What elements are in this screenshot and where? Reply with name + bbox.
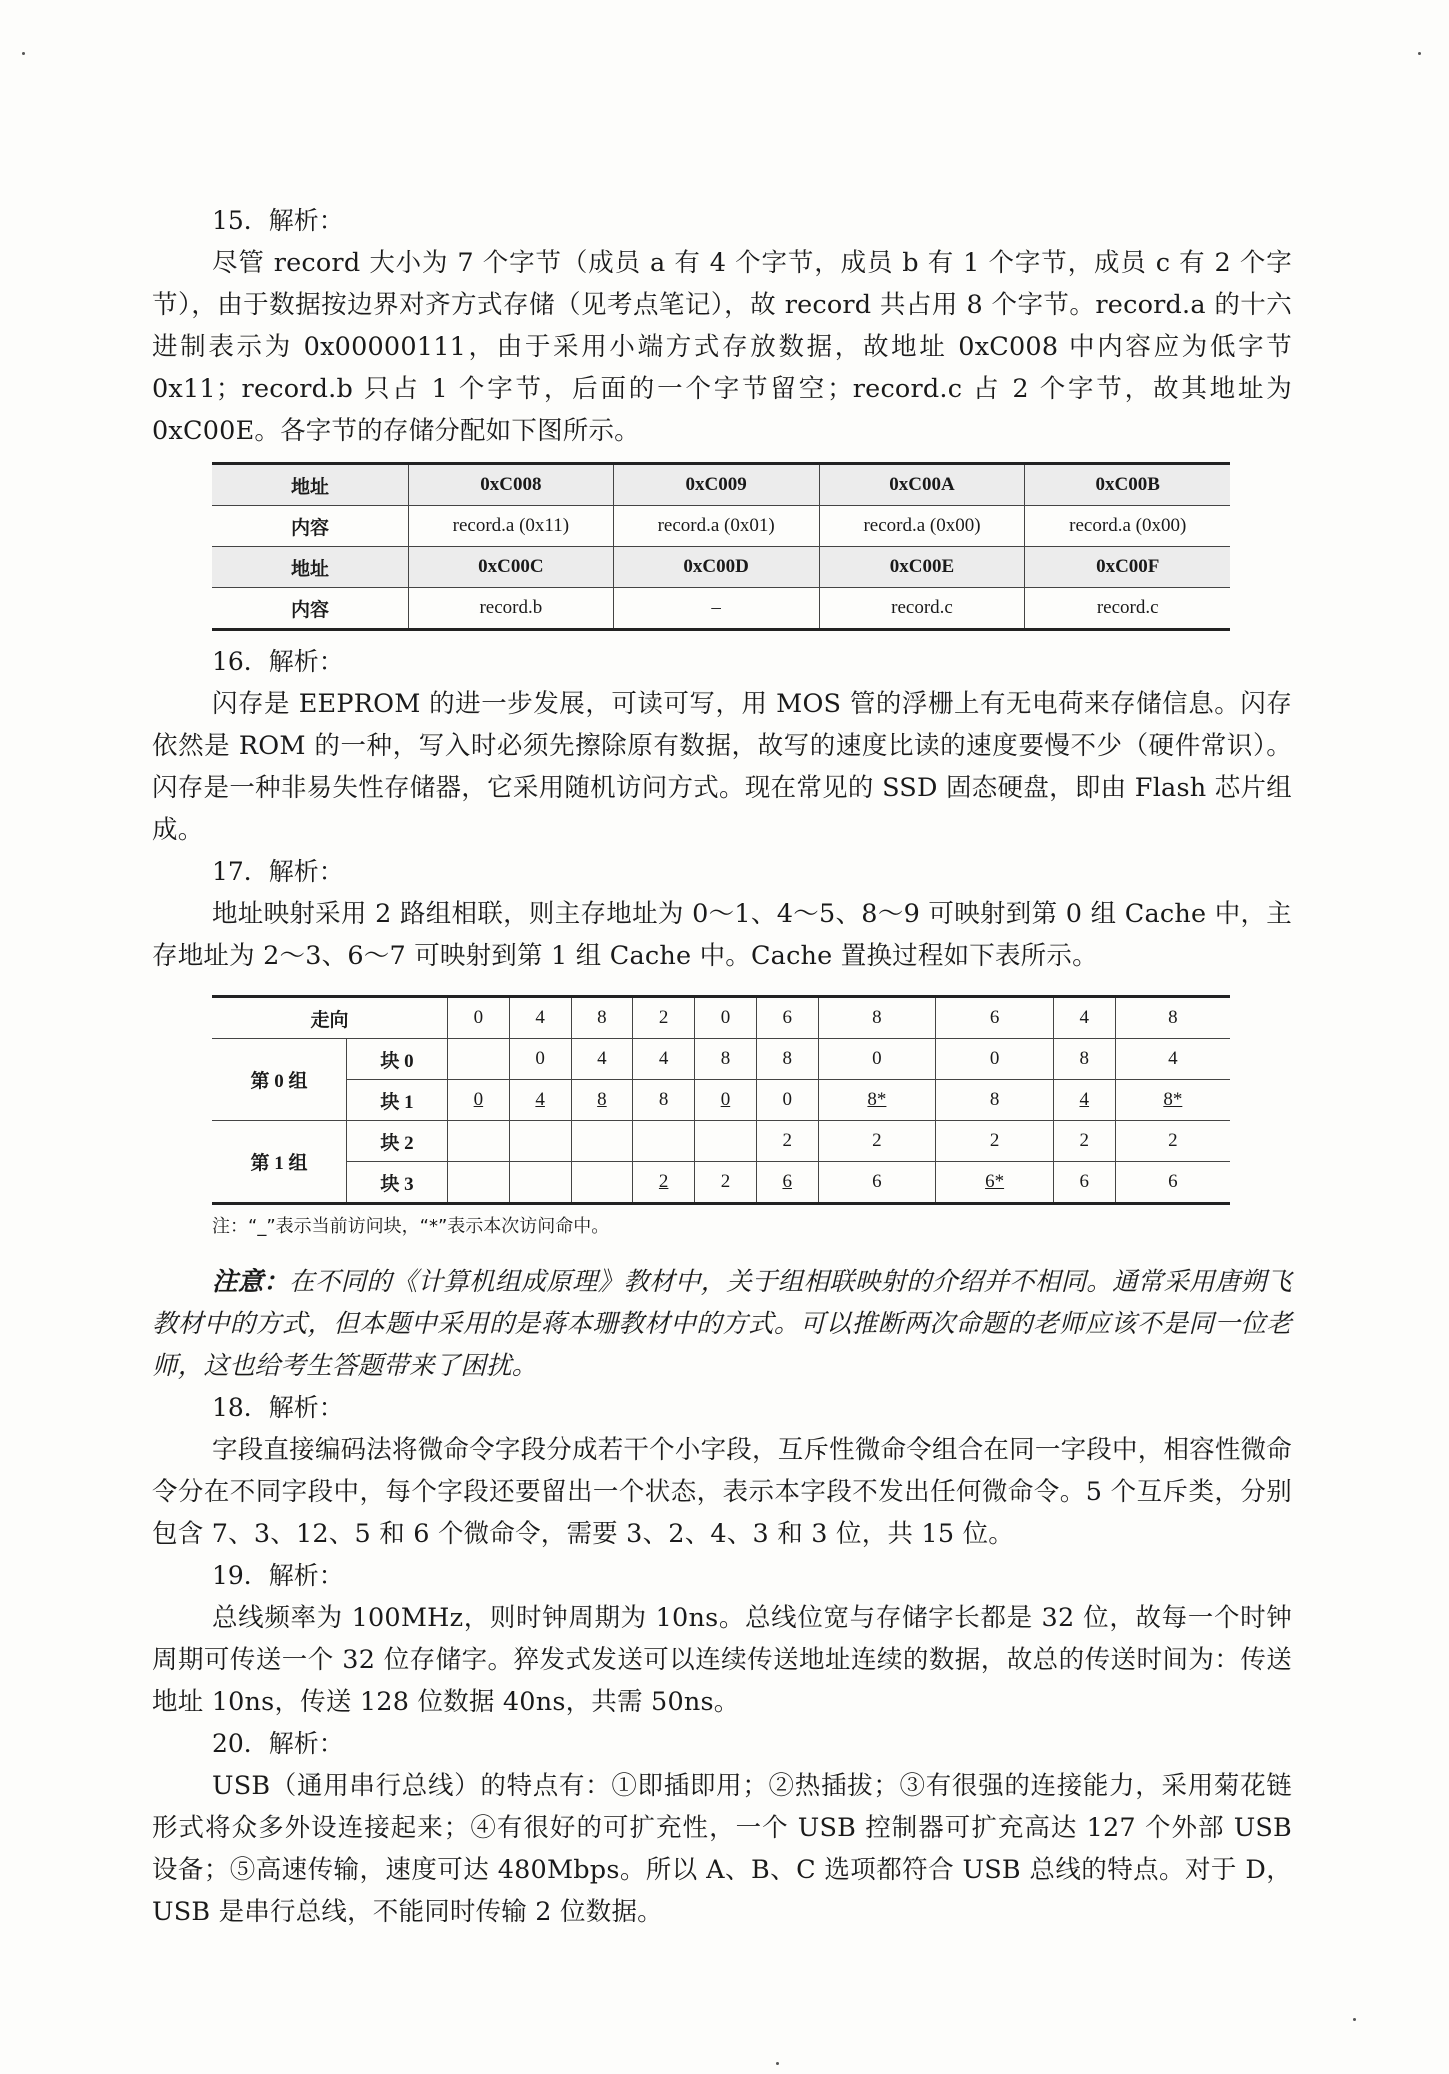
table-cell: 内容 bbox=[212, 588, 409, 630]
table-row bbox=[212, 506, 1230, 547]
note-paragraph bbox=[152, 1261, 1292, 1387]
table-cell: 8 bbox=[1053, 1039, 1115, 1080]
table-cell: 4 bbox=[571, 1039, 633, 1080]
q17-heading: 17．解析： bbox=[212, 857, 344, 886]
note-text: 在不同的《计算机组成原理》教材中，关于组相联映射的介绍并不相同。通常采用唐朔飞教材中的方式，但本题中采用的是蒋本珊教材中的方式。可以推断两次命题的老师应该不是同一位老师，这也给考生答题带来了困扰。 bbox=[152, 1267, 1292, 1381]
q20-heading: 20．解析： bbox=[212, 1729, 344, 1758]
table-cell: record.a (0x11) bbox=[409, 506, 614, 547]
sequence-cell: 8 bbox=[818, 997, 936, 1039]
group-label: 第 0 组 bbox=[212, 1039, 347, 1121]
table-row bbox=[212, 1080, 1230, 1121]
table-cell: 8 bbox=[633, 1080, 695, 1121]
table-cell: 0 bbox=[695, 1080, 757, 1121]
table-cell: 8* bbox=[818, 1080, 936, 1121]
table-cell: – bbox=[613, 588, 819, 630]
table-cell: 0 bbox=[818, 1039, 936, 1080]
table-cell: 0xC00C bbox=[409, 547, 614, 588]
table-footnote: 注：“_”表示当前访问块，“*”表示本次访问命中。 bbox=[212, 1216, 610, 1237]
table-cell: 0xC00B bbox=[1025, 464, 1230, 506]
table-cell: record.b bbox=[409, 588, 614, 630]
table-cell: 6 bbox=[1115, 1162, 1230, 1204]
table-cell: 8 bbox=[571, 1080, 633, 1121]
table-row bbox=[212, 1162, 1230, 1204]
scan-speck bbox=[22, 52, 25, 55]
table-cell bbox=[509, 1162, 571, 1204]
q15-heading: 15．解析： bbox=[212, 206, 344, 235]
q15-text: 尽管 record 大小为 7 个字节（成员 a 有 4 个字节，成员 b 有 1 个字节，成员 c 有 2 个字节），由于数据按边界对齐方式存储（见考点笔记），故 record 共占用 8 个字节。record.a 的十六进制表示为 0x00000111，由于采用小端方式存放数据，故地址 0xC008 中内容应为低字节 0x11；record.b 只占 1 个字节，后面的一个字节留空；record.c 占 2 个字节，故其地址为 0xC00E。各字节的存储分配如下图所示。 bbox=[152, 248, 1292, 446]
note-lead: 注意： bbox=[212, 1267, 290, 1297]
table-cell: 0xC00E bbox=[819, 547, 1025, 588]
table-cell: 2 bbox=[633, 1162, 695, 1204]
q19-text: 总线频率为 100MHz，则时钟周期为 10ns。总线位宽与存储字长都是 32 位，故每一个时钟周期可传送一个 32 位存储字。猝发式发送可以连续传送地址连续的数据，故总的传送时间为：传送地址 10ns，传送 128 位数据 40ns，共需 50ns。 bbox=[152, 1603, 1292, 1717]
sequence-cell: 4 bbox=[1053, 997, 1115, 1039]
scan-speck bbox=[1418, 52, 1421, 55]
table-row bbox=[212, 464, 1230, 506]
table-row bbox=[212, 547, 1230, 588]
scan-speck bbox=[776, 2062, 779, 2065]
table-cell bbox=[448, 1121, 510, 1162]
table-cell bbox=[571, 1162, 633, 1204]
table-cell: 0xC00F bbox=[1025, 547, 1230, 588]
q17-text: 地址映射采用 2 路组相联，则主存地址为 0～1、4～5、8～9 可映射到第 0 组 Cache 中，主存地址为 2～3、6～7 可映射到第 1 组 Cache 中。Cache 置换过程如下表所示。 bbox=[152, 899, 1292, 971]
sequence-cell: 2 bbox=[633, 997, 695, 1039]
q16-heading: 16．解析： bbox=[212, 647, 344, 676]
block-label: 块 1 bbox=[347, 1080, 448, 1121]
table-cell: 6 bbox=[818, 1162, 936, 1204]
table-cell: 2 bbox=[1115, 1121, 1230, 1162]
table-cell: 0xC00D bbox=[613, 547, 819, 588]
table-cell bbox=[448, 1039, 510, 1080]
table-cell: 8 bbox=[756, 1039, 818, 1080]
table-cell: 6 bbox=[1053, 1162, 1115, 1204]
table-cell: 0 bbox=[448, 1080, 510, 1121]
table-cell: 4 bbox=[509, 1080, 571, 1121]
table-cell: 0xC009 bbox=[613, 464, 819, 506]
table-cell: record.a (0x00) bbox=[1025, 506, 1230, 547]
table-row bbox=[212, 1121, 1230, 1162]
table-cell: 4 bbox=[1115, 1039, 1230, 1080]
table-cell: 8 bbox=[695, 1039, 757, 1080]
memory-layout-table bbox=[212, 462, 1230, 631]
sequence-cell: 6 bbox=[756, 997, 818, 1039]
table-cell: record.a (0x01) bbox=[613, 506, 819, 547]
table-cell: 地址 bbox=[212, 464, 409, 506]
table-cell: 6* bbox=[936, 1162, 1054, 1204]
table-cell: 0xC008 bbox=[409, 464, 614, 506]
table-cell: 4 bbox=[1053, 1080, 1115, 1121]
sequence-cell: 0 bbox=[448, 997, 510, 1039]
sequence-cell: 8 bbox=[571, 997, 633, 1039]
q20-text: USB（通用串行总线）的特点有：①即插即用；②热插拔；③有很强的连接能力，采用菊花链形式将众多外设连接起来；④有很好的可扩充性，一个 USB 控制器可扩充高达 127 个外部 USB 设备；⑤高速传输，速度可达 480Mbps。所以 A、B、C 选项都符合 USB 总线的特点。对于 D，USB 是串行总线，不能同时传输 2 位数据。 bbox=[152, 1771, 1292, 1927]
block-label: 块 0 bbox=[347, 1039, 448, 1080]
q18-text: 字段直接编码法将微命令字段分成若干个小字段，互斥性微命令组合在同一字段中，相容性微命令分在不同字段中，每个字段还要留出一个状态，表示本字段不发出任何微命令。5 个互斥类，分别包含 7、3、12、5 和 6 个微命令，需要 3、2、4、3 和 3 位，共 15 位。 bbox=[152, 1435, 1292, 1549]
table-cell: 2 bbox=[695, 1162, 757, 1204]
cache-replacement-table bbox=[212, 995, 1230, 1205]
table-cell: 地址 bbox=[212, 547, 409, 588]
table-cell bbox=[633, 1121, 695, 1162]
table-row bbox=[212, 588, 1230, 630]
table-cell bbox=[571, 1121, 633, 1162]
q16-text: 闪存是 EEPROM 的进一步发展，可读可写，用 MOS 管的浮栅上有无电荷来存储信息。闪存依然是 ROM 的一种，写入时必须先擦除原有数据，故写的速度比读的速度要慢不少（硬件常识）。闪存是一种非易失性存储器，它采用随机访问方式。现在常见的 SSD 固态硬盘，即由 Flash 芯片组成。 bbox=[152, 689, 1292, 845]
scan-speck bbox=[1353, 2018, 1356, 2021]
table-cell: 0 bbox=[756, 1080, 818, 1121]
table-cell: 8 bbox=[936, 1080, 1054, 1121]
table-cell: 0 bbox=[509, 1039, 571, 1080]
q18-heading: 18．解析： bbox=[212, 1393, 344, 1422]
table-cell: record.a (0x00) bbox=[819, 506, 1025, 547]
table-cell: 0 bbox=[936, 1039, 1054, 1080]
table-cell: 内容 bbox=[212, 506, 409, 547]
table-cell: 6 bbox=[756, 1162, 818, 1204]
table-cell: record.c bbox=[1025, 588, 1230, 630]
sequence-cell: 6 bbox=[936, 997, 1054, 1039]
group-label: 第 1 组 bbox=[212, 1121, 347, 1204]
table-cell: 8* bbox=[1115, 1080, 1230, 1121]
table-cell: 2 bbox=[756, 1121, 818, 1162]
table-cell: 4 bbox=[633, 1039, 695, 1080]
block-label: 块 2 bbox=[347, 1121, 448, 1162]
block-label: 块 3 bbox=[347, 1162, 448, 1204]
table-cell: 2 bbox=[1053, 1121, 1115, 1162]
q19-heading: 19．解析： bbox=[212, 1561, 344, 1590]
table-cell: 2 bbox=[936, 1121, 1054, 1162]
table-cell: 0xC00A bbox=[819, 464, 1025, 506]
table-row bbox=[212, 1039, 1230, 1080]
table-cell: 2 bbox=[818, 1121, 936, 1162]
sequence-cell: 0 bbox=[695, 997, 757, 1039]
table-cell bbox=[695, 1121, 757, 1162]
sequence-cell: 4 bbox=[509, 997, 571, 1039]
table-header-direction: 走向 bbox=[310, 1009, 349, 1031]
table-cell: record.c bbox=[819, 588, 1025, 630]
table-row bbox=[212, 997, 1230, 1039]
document-page bbox=[152, 200, 1292, 1933]
table-cell bbox=[448, 1162, 510, 1204]
sequence-cell: 8 bbox=[1115, 997, 1230, 1039]
table-cell bbox=[509, 1121, 571, 1162]
